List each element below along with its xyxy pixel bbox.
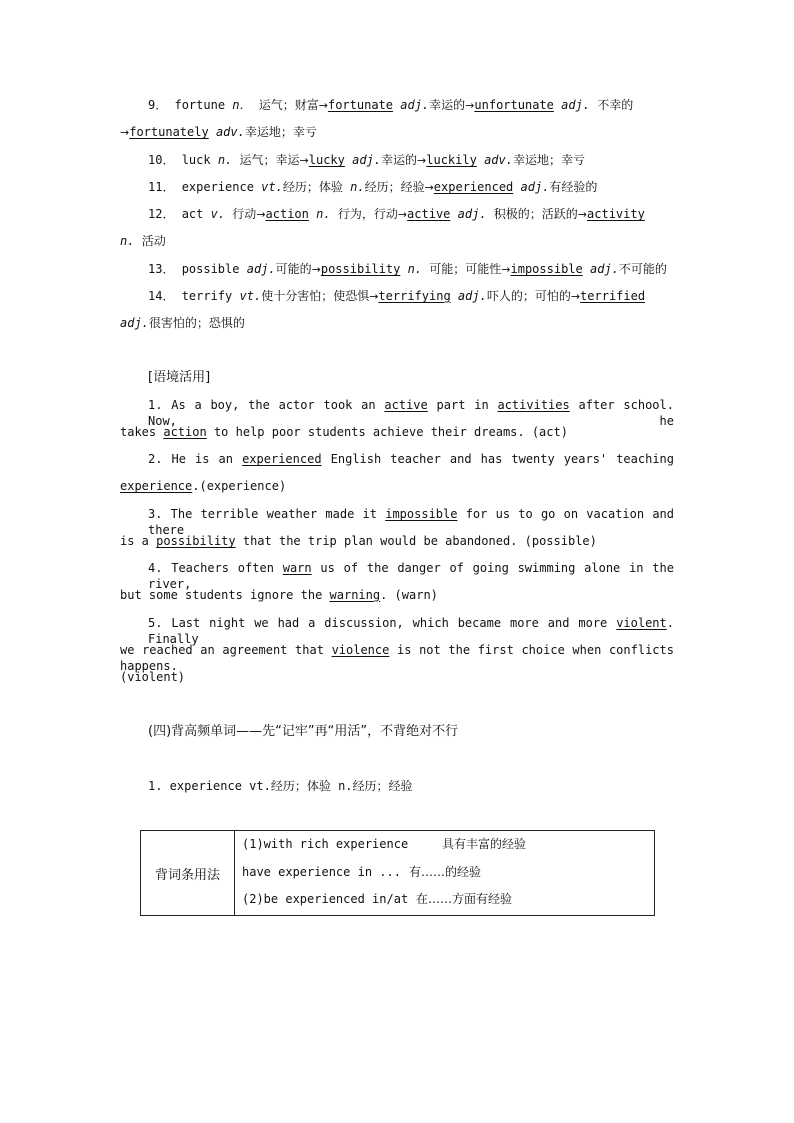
exercise-text: but some students ignore the — [120, 588, 323, 602]
usage-table-label: 背词条用法 — [141, 831, 235, 916]
chinese-meaning: 活动 — [141, 234, 166, 248]
usage-chinese: 在……方面有经验 — [416, 892, 513, 906]
exercise-2-line2 — [120, 478, 286, 494]
item-number: 12． — [148, 207, 175, 221]
vocab-item-10 — [148, 152, 585, 169]
arrow-icon: → — [570, 290, 581, 303]
part-of-speech: n. — [407, 262, 423, 276]
item-number: 13． — [148, 262, 175, 276]
chinese-meaning: 运气；幸运 — [239, 153, 300, 167]
answer-blank: violent — [616, 616, 667, 630]
part-of-speech: n. — [350, 180, 365, 194]
answer-blank: warning — [329, 588, 381, 602]
exercise-text: (violent) — [120, 670, 186, 684]
item-number: 14． — [148, 289, 175, 303]
chinese-meaning: 行为，行动 — [337, 207, 398, 221]
exercise-4-line2 — [120, 587, 438, 603]
item-number: 11． — [148, 180, 175, 194]
vocab-item-13 — [148, 261, 667, 278]
chinese-meaning: 幸运的 — [381, 153, 418, 167]
exercise-text: 2. He is an — [148, 452, 233, 466]
chinese-meaning: 可能；可能性 — [429, 262, 502, 276]
item-number: 9． — [148, 98, 168, 112]
chinese-meaning: 行动 — [232, 207, 257, 221]
arrow-icon: → — [369, 290, 379, 303]
arrow-icon: → — [424, 181, 434, 194]
answer-blank: action — [265, 207, 309, 221]
answer-blank: impossible — [510, 262, 583, 276]
arrow-icon: → — [311, 263, 321, 276]
answer-blank: fortunately — [129, 125, 209, 139]
arrow-icon: → — [120, 126, 130, 139]
answer-blank: violence — [331, 643, 390, 657]
exercise-2-line1 — [148, 451, 674, 467]
exercise-text: . Finally — [148, 616, 674, 646]
answer-blank: active — [384, 398, 428, 412]
chinese-meaning: 不可能的 — [618, 262, 667, 276]
part-of-speech: vt. — [239, 289, 262, 303]
answer-blank: lucky — [308, 153, 345, 167]
exercise-text: . (warn) — [380, 588, 438, 602]
answer-blank: possibility — [156, 534, 236, 548]
answer-blank: active — [407, 207, 451, 221]
exercise-text: English teacher and has twenty years' teaching — [330, 452, 675, 466]
usage-chinese: 具有丰富的经验 — [442, 837, 527, 851]
chinese-meaning: 幸运的 — [429, 98, 466, 112]
arrow-icon: → — [299, 154, 309, 167]
chinese-meaning: 经历；经验 — [364, 180, 425, 194]
chinese-meaning: 吓人的；可怕的 — [486, 289, 571, 303]
usage-chinese: 有……的经验 — [409, 864, 482, 879]
part-of-speech: n． — [232, 98, 252, 112]
part-of-speech: adj. — [246, 262, 276, 276]
exercise-text: takes — [120, 425, 157, 439]
chinese-meaning: 幸运地；幸亏 — [512, 153, 585, 167]
arrow-icon: → — [577, 208, 588, 221]
arrow-icon: → — [501, 263, 511, 276]
exercise-text: we reached an agreement that — [120, 643, 324, 657]
vocab-item-12 — [148, 206, 645, 223]
entry-headword: 1. experience vt. — [148, 779, 271, 793]
chinese-meaning: 经历；体验 — [282, 180, 343, 194]
part-of-speech: adj. — [457, 289, 487, 303]
part-of-speech: n. — [338, 779, 353, 793]
exercise-text: to help poor students achieve their dreams. (act) — [213, 425, 568, 439]
chinese-meaning: 经历；体验 — [270, 779, 331, 793]
answer-blank: possibility — [320, 262, 401, 276]
usage-table — [140, 830, 655, 916]
exercise-text: is not the first choice when conflicts happens. — [120, 643, 674, 673]
headword: terrify — [181, 289, 233, 303]
exercise-text: us of the danger of going swimming alone in the river, — [148, 561, 674, 591]
headword: act — [181, 207, 204, 221]
part-of-speech: adj. — [561, 98, 591, 112]
vocab-item-9-cont — [120, 124, 317, 141]
part-of-speech: n. — [120, 234, 135, 248]
part-of-speech: adj. — [400, 98, 430, 112]
answer-blank: experienced — [242, 452, 322, 466]
arrow-icon: → — [465, 99, 475, 112]
answer-blank: experience — [120, 479, 193, 493]
usage-row — [242, 859, 654, 887]
chinese-meaning: 使十分害怕；使恐惧 — [261, 289, 370, 303]
arrow-icon: → — [318, 99, 328, 112]
item-number: 10． — [148, 153, 175, 167]
word-entry — [148, 778, 413, 794]
answer-blank: activity — [587, 207, 645, 221]
headword: possible — [181, 262, 240, 276]
part-of-speech: adv. — [215, 125, 245, 139]
exercise-text: part in — [436, 398, 489, 412]
part-of-speech: adj. — [352, 153, 382, 167]
exercise-text: 4. Teachers often — [148, 561, 274, 575]
vocab-item-14 — [148, 288, 645, 305]
vocab-item-14-cont — [120, 315, 245, 331]
section-heading-context: [语境活用] — [148, 370, 211, 385]
arrow-icon: → — [256, 208, 266, 221]
part-of-speech: v. — [210, 207, 226, 221]
exercise-text: for us to go on vacation and there — [148, 507, 674, 537]
exercise-text: is a — [120, 534, 149, 548]
answer-blank: action — [163, 425, 207, 439]
part-of-speech: adj. — [457, 207, 487, 221]
chinese-meaning: 运气；财富 — [258, 98, 319, 112]
headword: luck — [181, 153, 211, 167]
answer-blank: warn — [282, 561, 312, 575]
usage-row — [242, 886, 654, 914]
answer-blank: impossible — [385, 507, 458, 521]
chinese-meaning: 积极的；活跃的 — [493, 207, 578, 221]
exercise-1-line2 — [120, 424, 568, 440]
arrow-icon: → — [397, 208, 408, 221]
part-of-speech: adj. — [120, 316, 149, 330]
answer-blank: unfortunate — [474, 98, 554, 112]
part-of-speech: n. — [217, 153, 233, 167]
exercise-text: after school. Now, he — [148, 398, 674, 428]
part-of-speech: n. — [316, 207, 331, 221]
arrow-icon: → — [417, 154, 427, 167]
answer-blank: fortunate — [327, 98, 394, 112]
headword: experience — [181, 180, 254, 194]
usage-table-content — [235, 831, 655, 916]
exercise-5-line2 — [120, 642, 674, 674]
usage-row — [242, 831, 654, 859]
answer-blank: luckily — [426, 153, 477, 167]
usage-english: (2)be experienced in/at — [242, 892, 409, 906]
usage-english: (1)with rich experience — [242, 837, 409, 851]
answer-blank: terrified — [580, 289, 646, 303]
chinese-meaning: 很害怕的；恐惧的 — [148, 316, 245, 330]
chinese-meaning: 可能的 — [275, 262, 312, 276]
vocab-item-9 — [148, 97, 633, 114]
chinese-meaning: 有经验的 — [549, 180, 598, 194]
chinese-meaning: 不幸的 — [597, 98, 634, 112]
answer-blank: experienced — [433, 180, 514, 194]
vocab-item-11 — [148, 179, 597, 196]
part-of-speech: adj. — [520, 180, 550, 194]
exercise-5-line3 — [120, 669, 185, 685]
headword: fortune — [174, 98, 226, 112]
vocab-item-12-cont — [120, 233, 166, 249]
chinese-meaning: 经历；经验 — [352, 779, 413, 793]
part-of-speech: adj. — [589, 262, 619, 276]
answer-blank: activities — [497, 398, 570, 412]
part-of-speech: vt. — [261, 180, 283, 194]
answer-blank: terrifying — [378, 289, 451, 303]
exercise-3-line2 — [120, 533, 597, 549]
section-heading-high-frequency: (四)背高频单词——先“记牢”再“用活”，不背绝对不行 — [148, 724, 459, 739]
exercise-text: .(experience) — [192, 479, 287, 493]
chinese-meaning: 幸运地；幸亏 — [244, 125, 317, 139]
exercise-text: that the trip plan would be abandoned. (possible) — [242, 534, 597, 548]
usage-english: have experience in ... — [242, 864, 401, 879]
exercise-text: 3. The terrible weather made it — [148, 507, 377, 521]
part-of-speech: adv. — [484, 153, 513, 167]
exercise-text: 5. Last night we had a discussion, which became more and more — [148, 616, 608, 630]
exercise-text: 1. As a boy, the actor took an — [148, 398, 376, 412]
